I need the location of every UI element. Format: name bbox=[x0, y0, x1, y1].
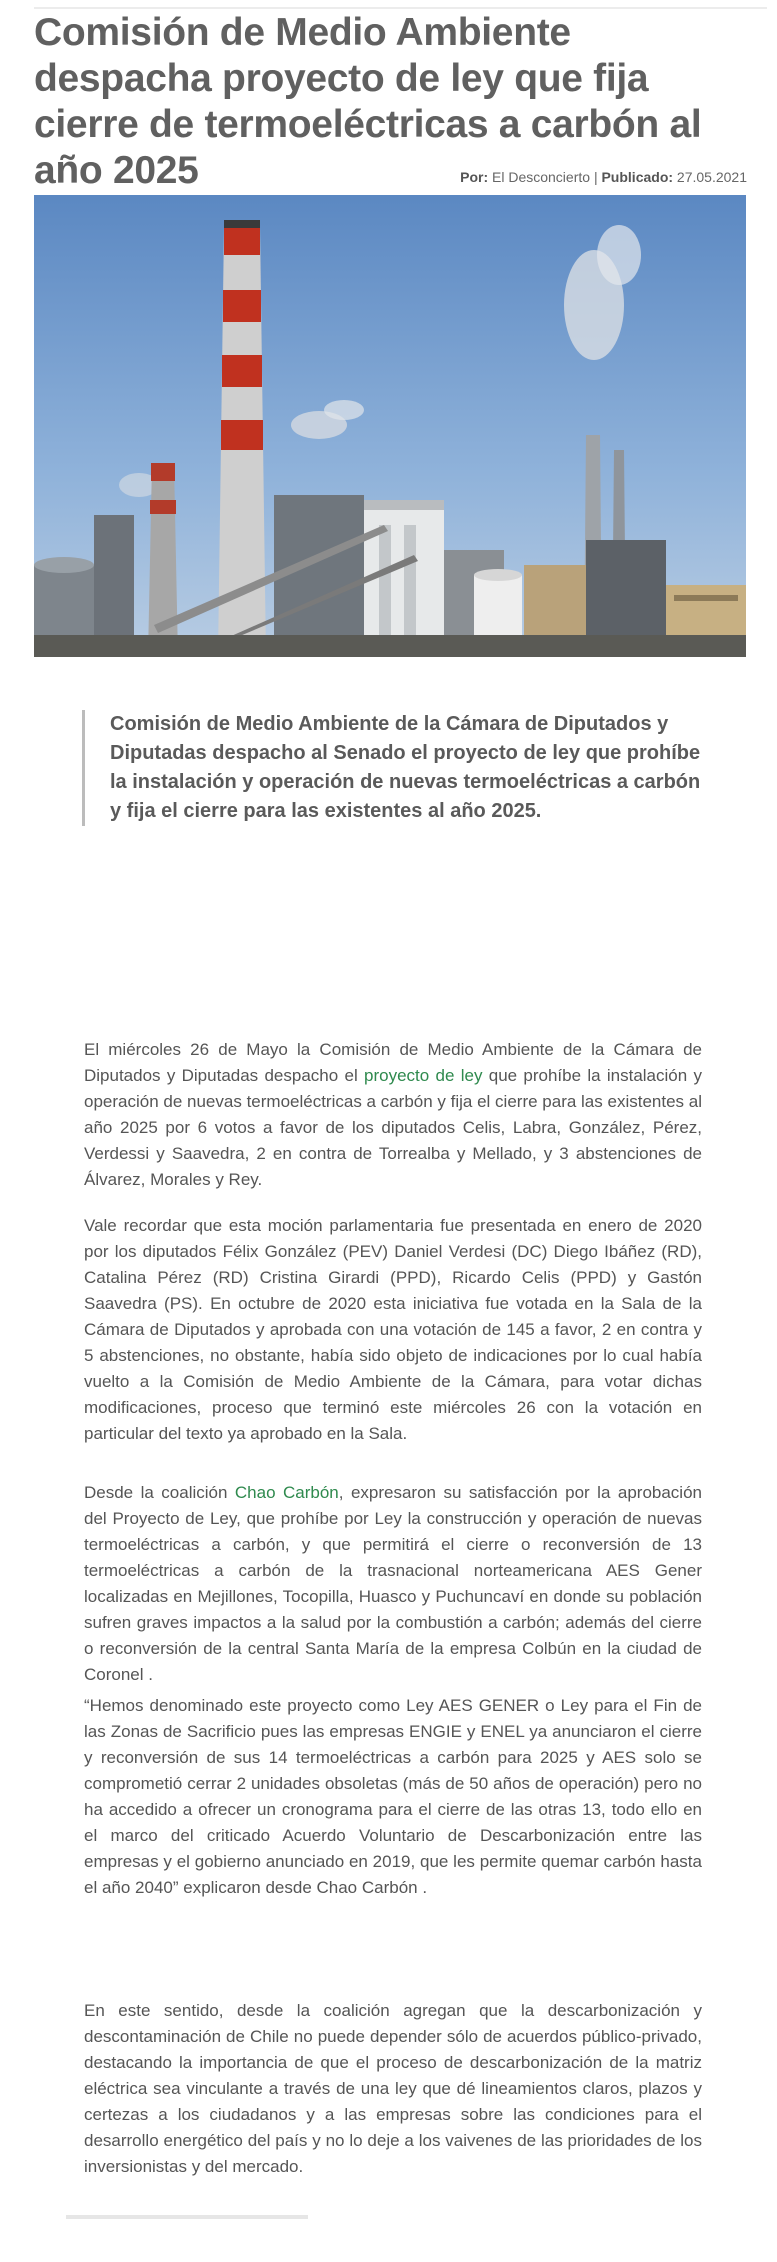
hero-image bbox=[34, 195, 746, 657]
proyecto-de-ley-link[interactable]: proyecto de ley bbox=[364, 1066, 483, 1085]
body-paragraph-3 bbox=[84, 1480, 702, 1688]
author-name: El Desconcierto bbox=[492, 169, 591, 185]
article-meta bbox=[460, 169, 747, 185]
p3-text-before: Desde la coalición bbox=[84, 1483, 235, 1502]
body-paragraph-5: En este sentido, desde la coalición agregan que la descarbonización y descontaminación de Chile no puede depender sólo de acuerdos público-privado, destacando la importancia de que el proceso de descarbonización de la matriz eléctrica sea vinculante a través de una ley que dé lineamientos claros, plazos y certezas a los ciudadanos y a las empresas sobre las condiciones para el desarrollo energético del país y no lo deje a los vaivenes de las prioridades de los inversionistas y del mercado. bbox=[84, 2001, 702, 2176]
published-date: 27.05.2021 bbox=[676, 169, 747, 185]
bottom-divider bbox=[66, 2215, 308, 2219]
chao-carbon-link[interactable]: Chao Carbón bbox=[234, 1483, 339, 1502]
body-paragraph-1 bbox=[84, 1037, 702, 1193]
body-paragraph-2: Vale recordar que esta moción parlamentaria fue presentada en enero de 2020 por los diputados Félix González (PEV) Daniel Verdesi (DC) Diego Ibáñez (RD), Catalina Pérez (RD) Cristina Girardi (PPD), Ricardo Celis (PPD) y Gastón Saavedra (PS). En octubre de 2020 esta iniciativa fue votada en la Sala de la Cámara de Diputados y aprobada con una votación de 145 a favor, 2 en contra y 5 abstenciones, no obstante, había sido objeto de indicaciones por lo cual había vuelto a la Comisión de Medio Ambiente de la Cámara, para votar dichas modificaciones, proceso que terminó este miércoles 26 con la votación en particular del texto ya aprobado en la Sala. bbox=[84, 1216, 702, 1443]
p3-text-after: , expresaron su satisfacción por la aprobación del Proyecto de Ley, que prohíbe por Ley la construcción y operación de nuevas termoeléctricas a carbón, y que permitirá el cierre o reconversión de 13 termoeléctricas a carbón de la trasnacional norteamericana AES Gener localizadas en Mejillones, Tocopilla, Huasco y Puchuncaví en donde su población sufren graves impactos a la salud por la combustión a carbón; además del cierre o reconversión de la central Santa María de la empresa Colbún en la ciudad de Coronel . bbox=[84, 1483, 702, 1684]
p1-text-after: que prohíbe la instalación y operación de nuevas termoeléctricas a carbón y fija el cierre para las existentes al año 2025 por 6 votos a favor de los diputados Celis, Labra, González, Pérez, Verdessi y Saavedra, 2 en contra de Torrealba y Mellado, y 3 abstenciones de Álvarez, Morales y Rey. bbox=[84, 1066, 702, 1189]
p1-text-before: El miércoles 26 de Mayo la Comisión de Medio Ambiente de la Cámara de Diputados y Diputadas despacho el bbox=[84, 1040, 702, 1085]
top-divider bbox=[34, 7, 767, 9]
published-label: Publicado: bbox=[601, 169, 674, 185]
meta-separator: | bbox=[593, 169, 598, 185]
author-label: Por: bbox=[460, 169, 489, 185]
body-paragraph-4: “Hemos denominado este proyecto como Ley AES GENER o Ley para el Fin de las Zonas de Sacrificio pues las empresas ENGIE y ENEL ya anunciaron el cierre y reconversión de sus 14 termoeléctricas a carbón para 2025 y AES solo se comprometió cerrar 2 unidades obsoletas (más de 50 años de operación) pero no ha accedido a ofrecer un cronograma para el cierre de las otras 13, todo ello en el marco del criticado Acuerdo Voluntario de Descarbonización entre las empresas y el gobierno anunciado en 2019, que les permite quemar carbón hasta el año 2040” explicaron desde Chao Carbón . bbox=[84, 1696, 702, 1897]
lead-paragraph: Comisión de Medio Ambiente de la Cámara de Diputados y Diputadas despacho al Senado el proyecto de ley que prohíbe la instalación y operación de nuevas termoeléctricas a carbón y fija el cierre para las existentes al año 2025. bbox=[82, 710, 712, 826]
article-title: Comisión de Medio Ambiente despacha proyecto de ley que fija cierre de termoeléctricas a carbón al año 2025 bbox=[34, 11, 702, 192]
power-plant-photo bbox=[34, 195, 746, 657]
